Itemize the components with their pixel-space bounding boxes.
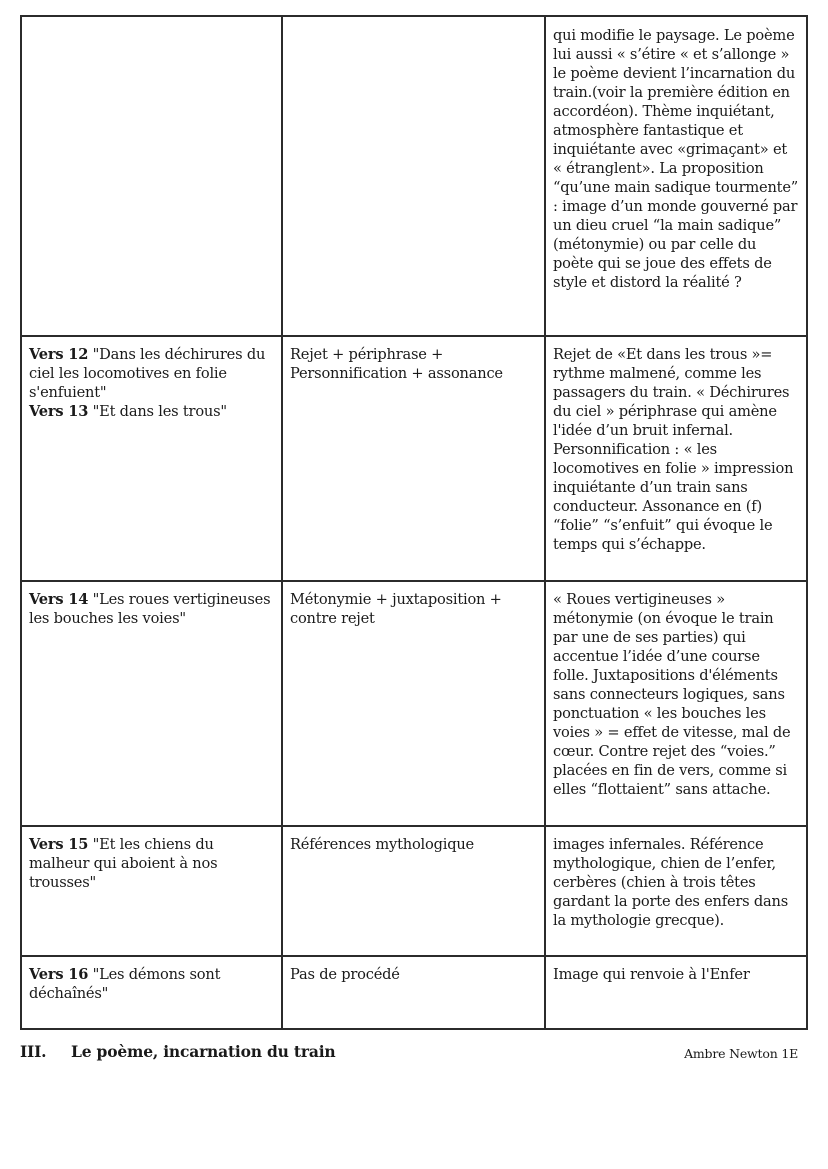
vers-quote: "Dans les déchirures du ciel les locomotives en folie s'enfuient" [29, 346, 266, 401]
procede-cell: Métonymie + juxtaposition + contre rejet [282, 581, 545, 826]
vers-cell [21, 956, 282, 1029]
analyse-cell: « Roues vertigineuses » métonymie (on évoque le train par une de ses parties) qui accentue l’idée d’une course folle. Juxtapositions d'éléments sans connecteurs logiques, sans ponctuation « les bouches les voies » = effet de vitesse, mal de cœur. Contre rejet des “voies.” placées en fin de vers, comme si elles “flottaient” sans attache. [545, 581, 807, 826]
section-heading [20, 1042, 335, 1061]
procede-cell: Pas de procédé [282, 956, 545, 1029]
vers-quote: "Les roues vertigineuses les bouches les voies" [29, 591, 271, 627]
vers-cell [21, 336, 282, 581]
vers-quote: "Et les chiens du malheur qui aboient à nos trousses" [29, 836, 218, 891]
analyse-cell: Image qui renvoie à l'Enfer [545, 956, 807, 1029]
vers-entry [29, 590, 274, 628]
vers-label: Vers 12 [29, 346, 89, 363]
table-row [21, 16, 807, 336]
table-row [21, 956, 807, 1029]
table-row [21, 581, 807, 826]
table-row [21, 336, 807, 581]
vers-label: Vers 16 [29, 966, 89, 983]
procede-cell: Rejet + périphrase + Personnification + assonance [282, 336, 545, 581]
procede-cell: Références mythologique [282, 826, 545, 956]
analyse-cell: images infernales. Référence mythologique, chien de l’enfer, cerbères (chien à trois têtes gardant la porte des enfers dans la mythologie grecque). [545, 826, 807, 956]
author-name: Ambre Newton 1E [684, 1046, 798, 1061]
analyse-cell: qui modifie le paysage. Le poème lui aussi « s’étire « et s’allonge » le poème devient l’incarnation du train.(voir la première édition en accordéon). Thème inquiétant, atmosphère fantastique et inquiétante avec «grimaçant» et « étranglent». La proposition “qu’une main sadique tourmente” : image d’un monde gouverné par un dieu cruel “la main sadique” (métonymie) ou par celle du poète qui se joue des effets de style et distord la réalité ? [545, 16, 807, 336]
vers-entry [29, 965, 274, 1003]
analyse-cell: Rejet de «Et dans les trous »= rythme malmené, comme les passagers du train. « Déchirures du ciel » périphrase qui amène l'idée d’un bruit infernal. Personnification : « les locomotives en folie » impression inquiétante d’un train sans conducteur. Assonance en (f) “folie” “s’enfuit” qui évoque le temps qui s’échappe. [545, 336, 807, 581]
vers-label: Vers 13 [29, 403, 89, 420]
vers-entry [29, 835, 274, 892]
vers-cell [21, 826, 282, 956]
vers-quote: "Les démons sont déchaînés" [29, 966, 221, 1002]
table-row [21, 826, 807, 956]
analysis-table [20, 15, 808, 1030]
section-number: III. [20, 1042, 47, 1061]
vers-entry [29, 402, 274, 421]
procede-cell [282, 16, 545, 336]
section-title: Le poème, incarnation du train [71, 1042, 336, 1061]
vers-label: Vers 15 [29, 836, 89, 853]
vers-entry [29, 345, 274, 402]
vers-cell [21, 16, 282, 336]
vers-quote: "Et dans les trous" [88, 403, 227, 420]
vers-label: Vers 14 [29, 591, 89, 608]
vers-cell [21, 581, 282, 826]
